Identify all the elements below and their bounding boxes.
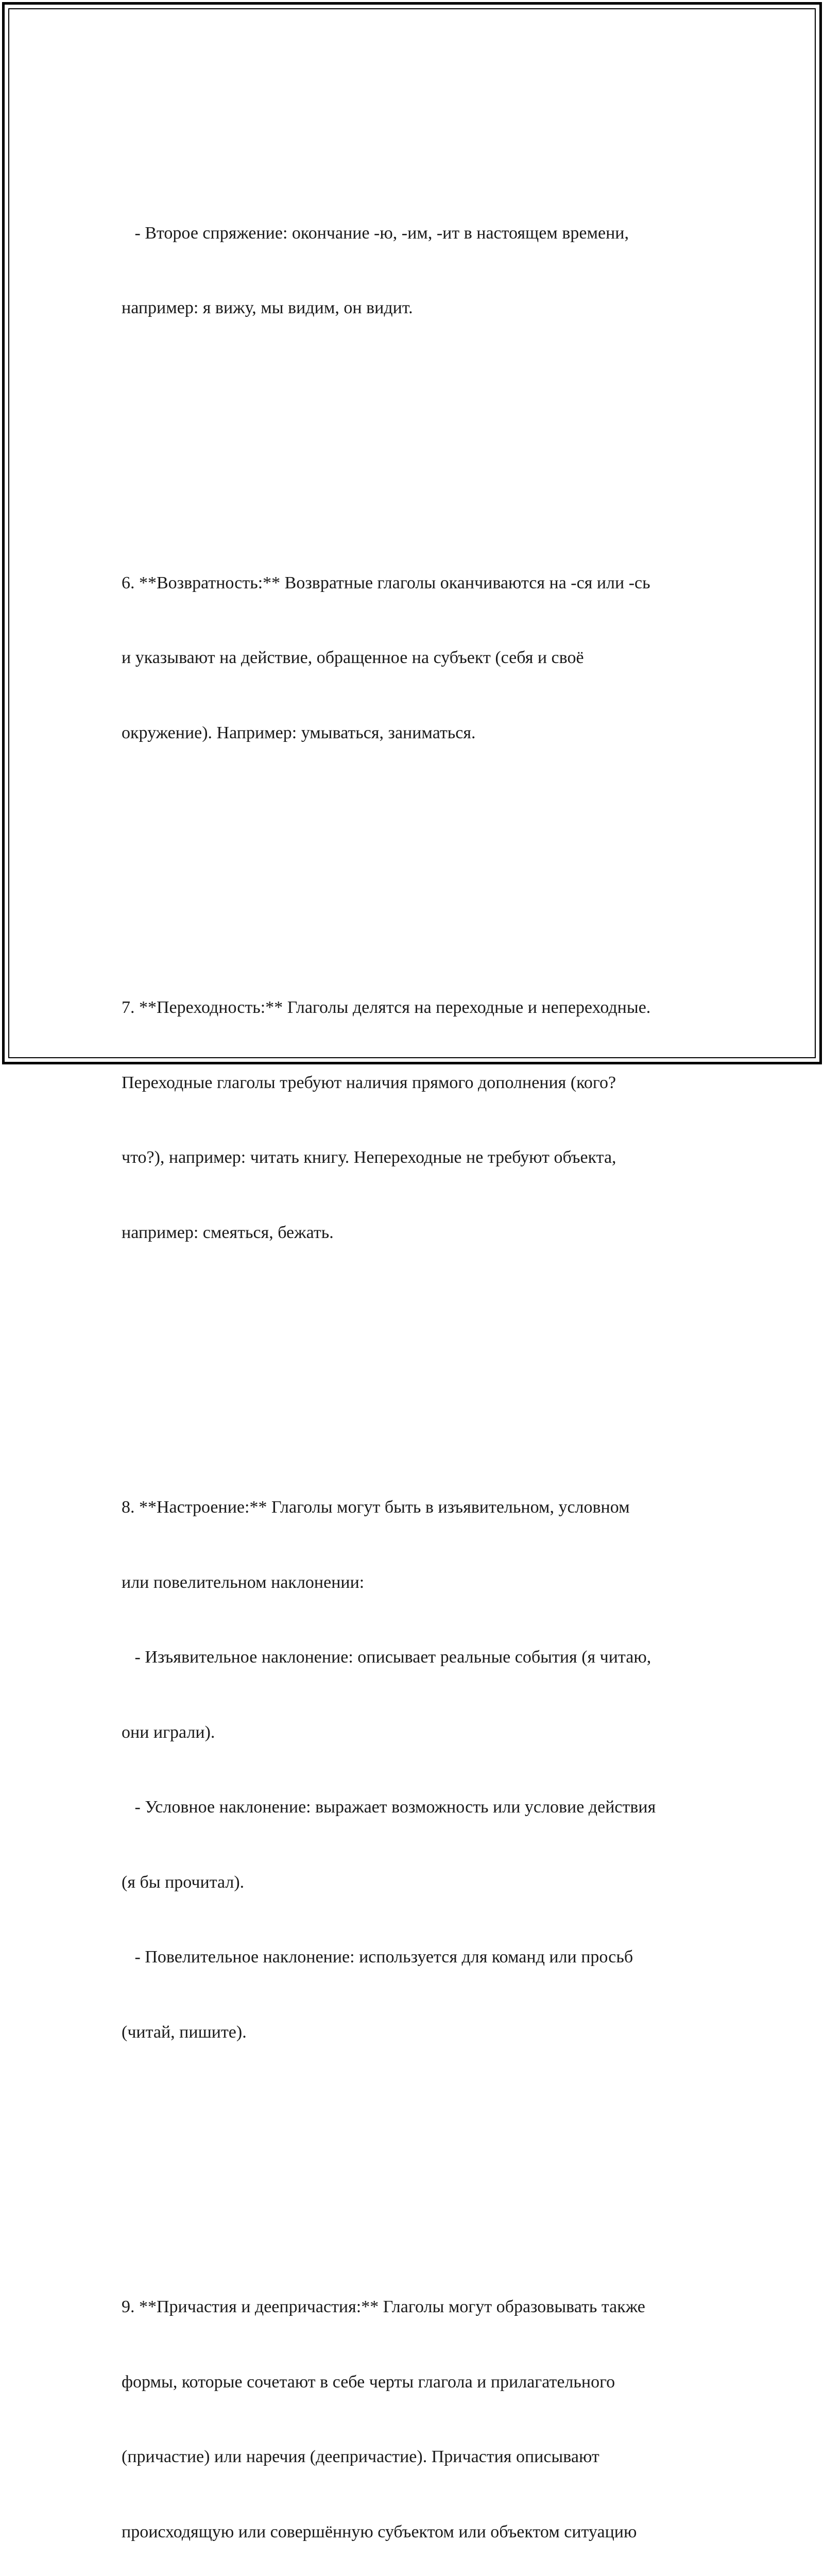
text-line: окружение). Например: умываться, заниматься. xyxy=(122,723,476,742)
text-line: Переходные глаголы требуют наличия прямого дополнения (кого? xyxy=(122,1073,616,1092)
document-body xyxy=(122,96,709,2576)
text-line: 8. **Настроение:** Глаголы могут быть в изъявительном, условном xyxy=(122,1498,630,1517)
paragraph-item-9-participles xyxy=(122,2245,709,2576)
text-line: - Повелительное наклонение: используется для команд или просьб xyxy=(122,1947,633,1967)
text-line: или повелительном наклонении: xyxy=(122,1572,365,1592)
paragraph-gap xyxy=(122,1345,709,1370)
text-line: 6. **Возвратность:** Возвратные глаголы оканчиваются на -ся или -сь xyxy=(122,573,650,592)
text-line: например: смеяться, бежать. xyxy=(122,1223,334,1242)
text-line: происходящую или совершённую субъектом или объектом ситуацию xyxy=(122,2522,637,2541)
paragraph-item-6-reflexivity xyxy=(122,521,709,796)
text-line: - Условное наклонение: выражает возможность или условие действия xyxy=(122,1798,656,1817)
text-line: (причастие) или наречия (деепричастие). Причастия описывают xyxy=(122,2447,599,2466)
text-line: (я бы прочитал). xyxy=(122,1872,245,1892)
text-line: что?), например: читать книгу. Непереходные не требуют объекта, xyxy=(122,1148,616,1167)
text-line: формы, которые сочетают в себе черты глагола и прилагательного xyxy=(122,2372,615,2392)
text-line: - Изъявительное наклонение: описывает реальные события (я читаю, xyxy=(122,1648,651,1667)
paragraph-gap xyxy=(122,2145,709,2170)
paragraph-item-7-transitivity xyxy=(122,945,709,1295)
paragraph-gap xyxy=(122,845,709,871)
text-line: - Второе спряжение: окончание -ю, -им, -ит в настоящем времени, xyxy=(122,223,629,243)
text-line: 9. **Причастия и деепричастия:** Глаголы могут образовывать также xyxy=(122,2297,645,2316)
text-line: (читай, пишите). xyxy=(122,2022,247,2042)
paragraph-gap xyxy=(122,421,709,446)
text-line: они играли). xyxy=(122,1722,215,1742)
paragraph-second-conjugation xyxy=(122,171,709,371)
text-line: например: я вижу, мы видим, он видит. xyxy=(122,298,413,317)
text-line: и указывают на действие, обращенное на субъект (себя и своё xyxy=(122,648,584,667)
paragraph-item-8-mood xyxy=(122,1445,709,2095)
text-line: 7. **Переходность:** Глаголы делятся на переходные и непереходные. xyxy=(122,998,651,1017)
